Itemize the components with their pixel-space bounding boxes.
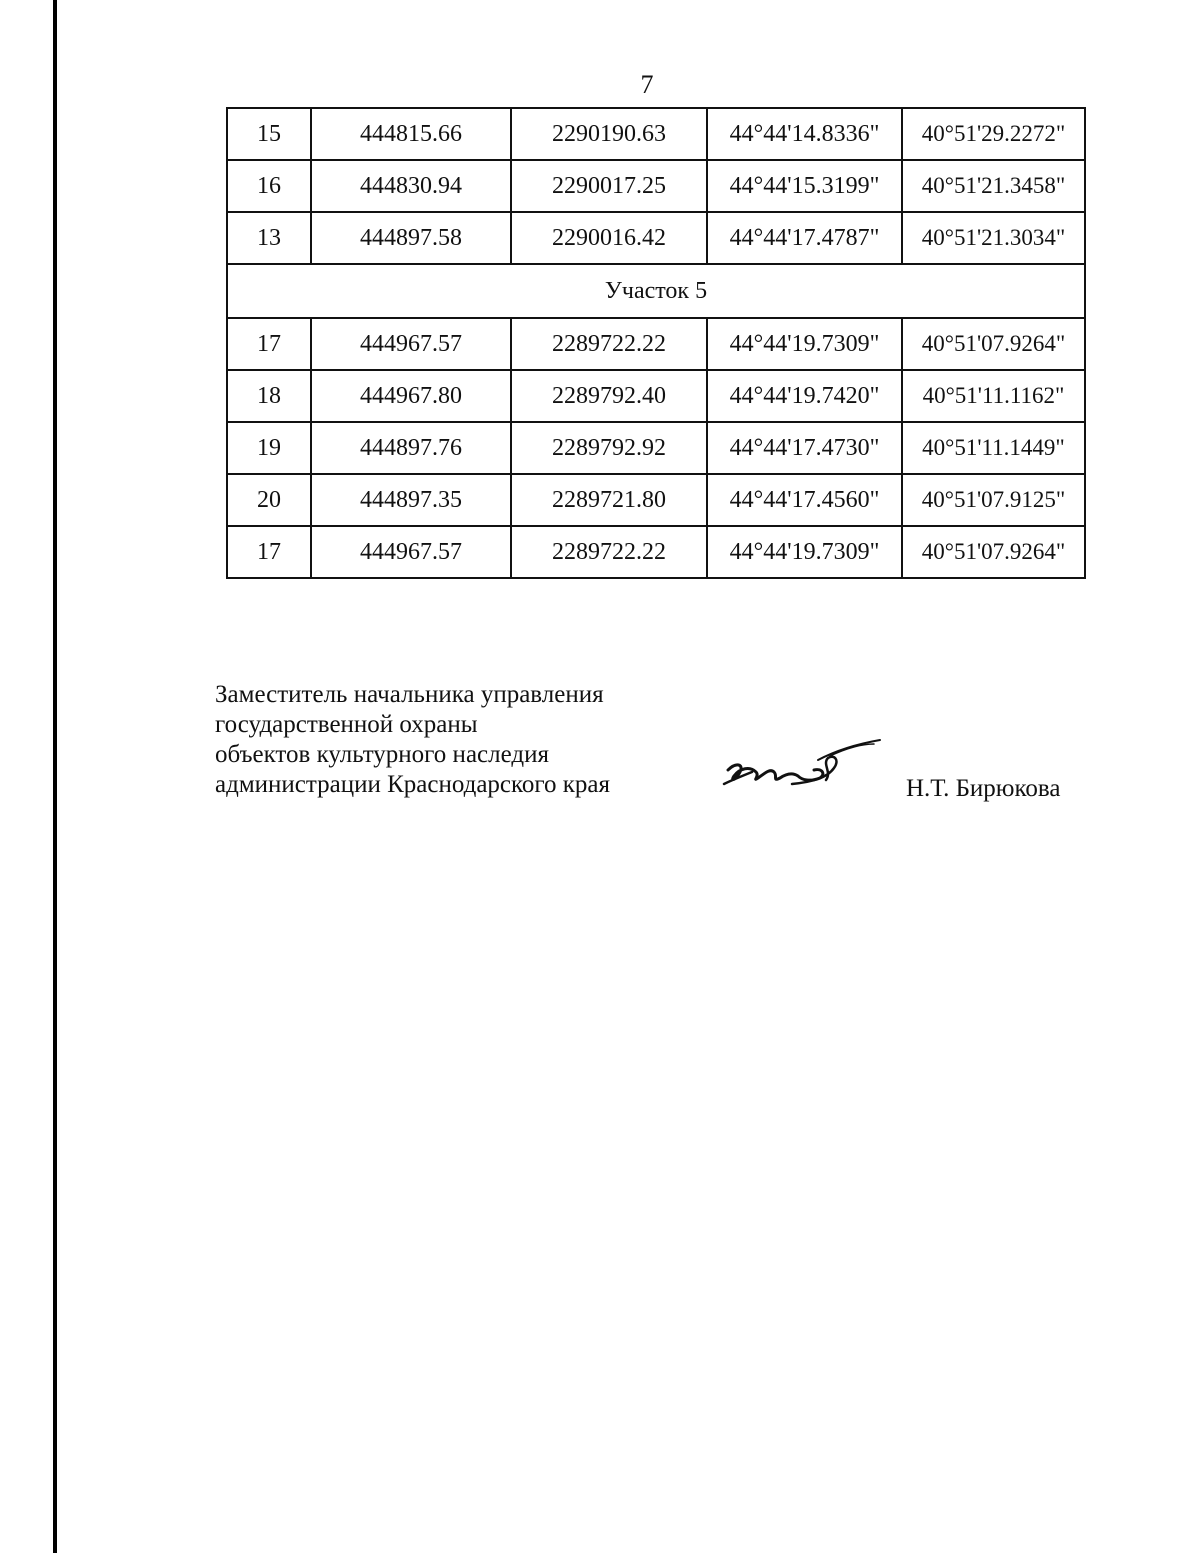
coordinates-table [226, 107, 1086, 579]
latitude-cell: 44°44'14.8336" [707, 108, 902, 160]
signatory-title-line: администрации Краснодарского края [215, 771, 611, 798]
y-coordinate-cell: 2289722.22 [511, 526, 707, 578]
longitude-cell: 40°51'21.3458" [902, 160, 1085, 212]
latitude-cell: 44°44'19.7309" [707, 318, 902, 370]
page-number: 7 [640, 70, 654, 99]
longitude-cell: 40°51'07.9264" [902, 318, 1085, 370]
table-row [227, 318, 1085, 370]
x-coordinate-cell: 444897.76 [311, 422, 511, 474]
section-label: Участок 5 [227, 264, 1085, 318]
latitude-cell: 44°44'17.4730" [707, 422, 902, 474]
longitude-cell: 40°51'29.2272" [902, 108, 1085, 160]
scan-edge-line [53, 0, 57, 1553]
latitude-cell: 44°44'19.7309" [707, 526, 902, 578]
point-number-cell: 19 [227, 422, 311, 474]
x-coordinate-cell: 444897.58 [311, 212, 511, 264]
x-coordinate-cell: 444967.80 [311, 370, 511, 422]
table-row [227, 422, 1085, 474]
latitude-cell: 44°44'17.4787" [707, 212, 902, 264]
longitude-cell: 40°51'07.9125" [902, 474, 1085, 526]
y-coordinate-cell: 2290017.25 [511, 160, 707, 212]
signatory-title-line: государственной охраны [215, 711, 478, 738]
table-row [227, 526, 1085, 578]
table-row [227, 212, 1085, 264]
table-row [227, 370, 1085, 422]
longitude-cell: 40°51'11.1162" [902, 370, 1085, 422]
y-coordinate-cell: 2290190.63 [511, 108, 707, 160]
point-number-cell: 18 [227, 370, 311, 422]
longitude-cell: 40°51'11.1449" [902, 422, 1085, 474]
signer-name: Н.Т. Бирюкова [906, 775, 1061, 802]
x-coordinate-cell: 444830.94 [311, 160, 511, 212]
latitude-cell: 44°44'17.4560" [707, 474, 902, 526]
point-number-cell: 16 [227, 160, 311, 212]
signatory-title-line: Заместитель начальника управления [215, 681, 604, 708]
x-coordinate-cell: 444815.66 [311, 108, 511, 160]
y-coordinate-cell: 2289722.22 [511, 318, 707, 370]
latitude-cell: 44°44'15.3199" [707, 160, 902, 212]
point-number-cell: 13 [227, 212, 311, 264]
x-coordinate-cell: 444897.35 [311, 474, 511, 526]
section-row [227, 264, 1085, 318]
latitude-cell: 44°44'19.7420" [707, 370, 902, 422]
point-number-cell: 20 [227, 474, 311, 526]
x-coordinate-cell: 444967.57 [311, 526, 511, 578]
point-number-cell: 17 [227, 526, 311, 578]
table-row [227, 474, 1085, 526]
y-coordinate-cell: 2289721.80 [511, 474, 707, 526]
signatory-title-line: объектов культурного наследия [215, 741, 549, 768]
longitude-cell: 40°51'07.9264" [902, 526, 1085, 578]
longitude-cell: 40°51'21.3034" [902, 212, 1085, 264]
y-coordinate-cell: 2289792.92 [511, 422, 707, 474]
y-coordinate-cell: 2290016.42 [511, 212, 707, 264]
table-row [227, 108, 1085, 160]
table-row [227, 160, 1085, 212]
point-number-cell: 17 [227, 318, 311, 370]
x-coordinate-cell: 444967.57 [311, 318, 511, 370]
y-coordinate-cell: 2289792.40 [511, 370, 707, 422]
handwritten-signature [722, 732, 882, 802]
point-number-cell: 15 [227, 108, 311, 160]
signatory-title-block [215, 680, 610, 800]
